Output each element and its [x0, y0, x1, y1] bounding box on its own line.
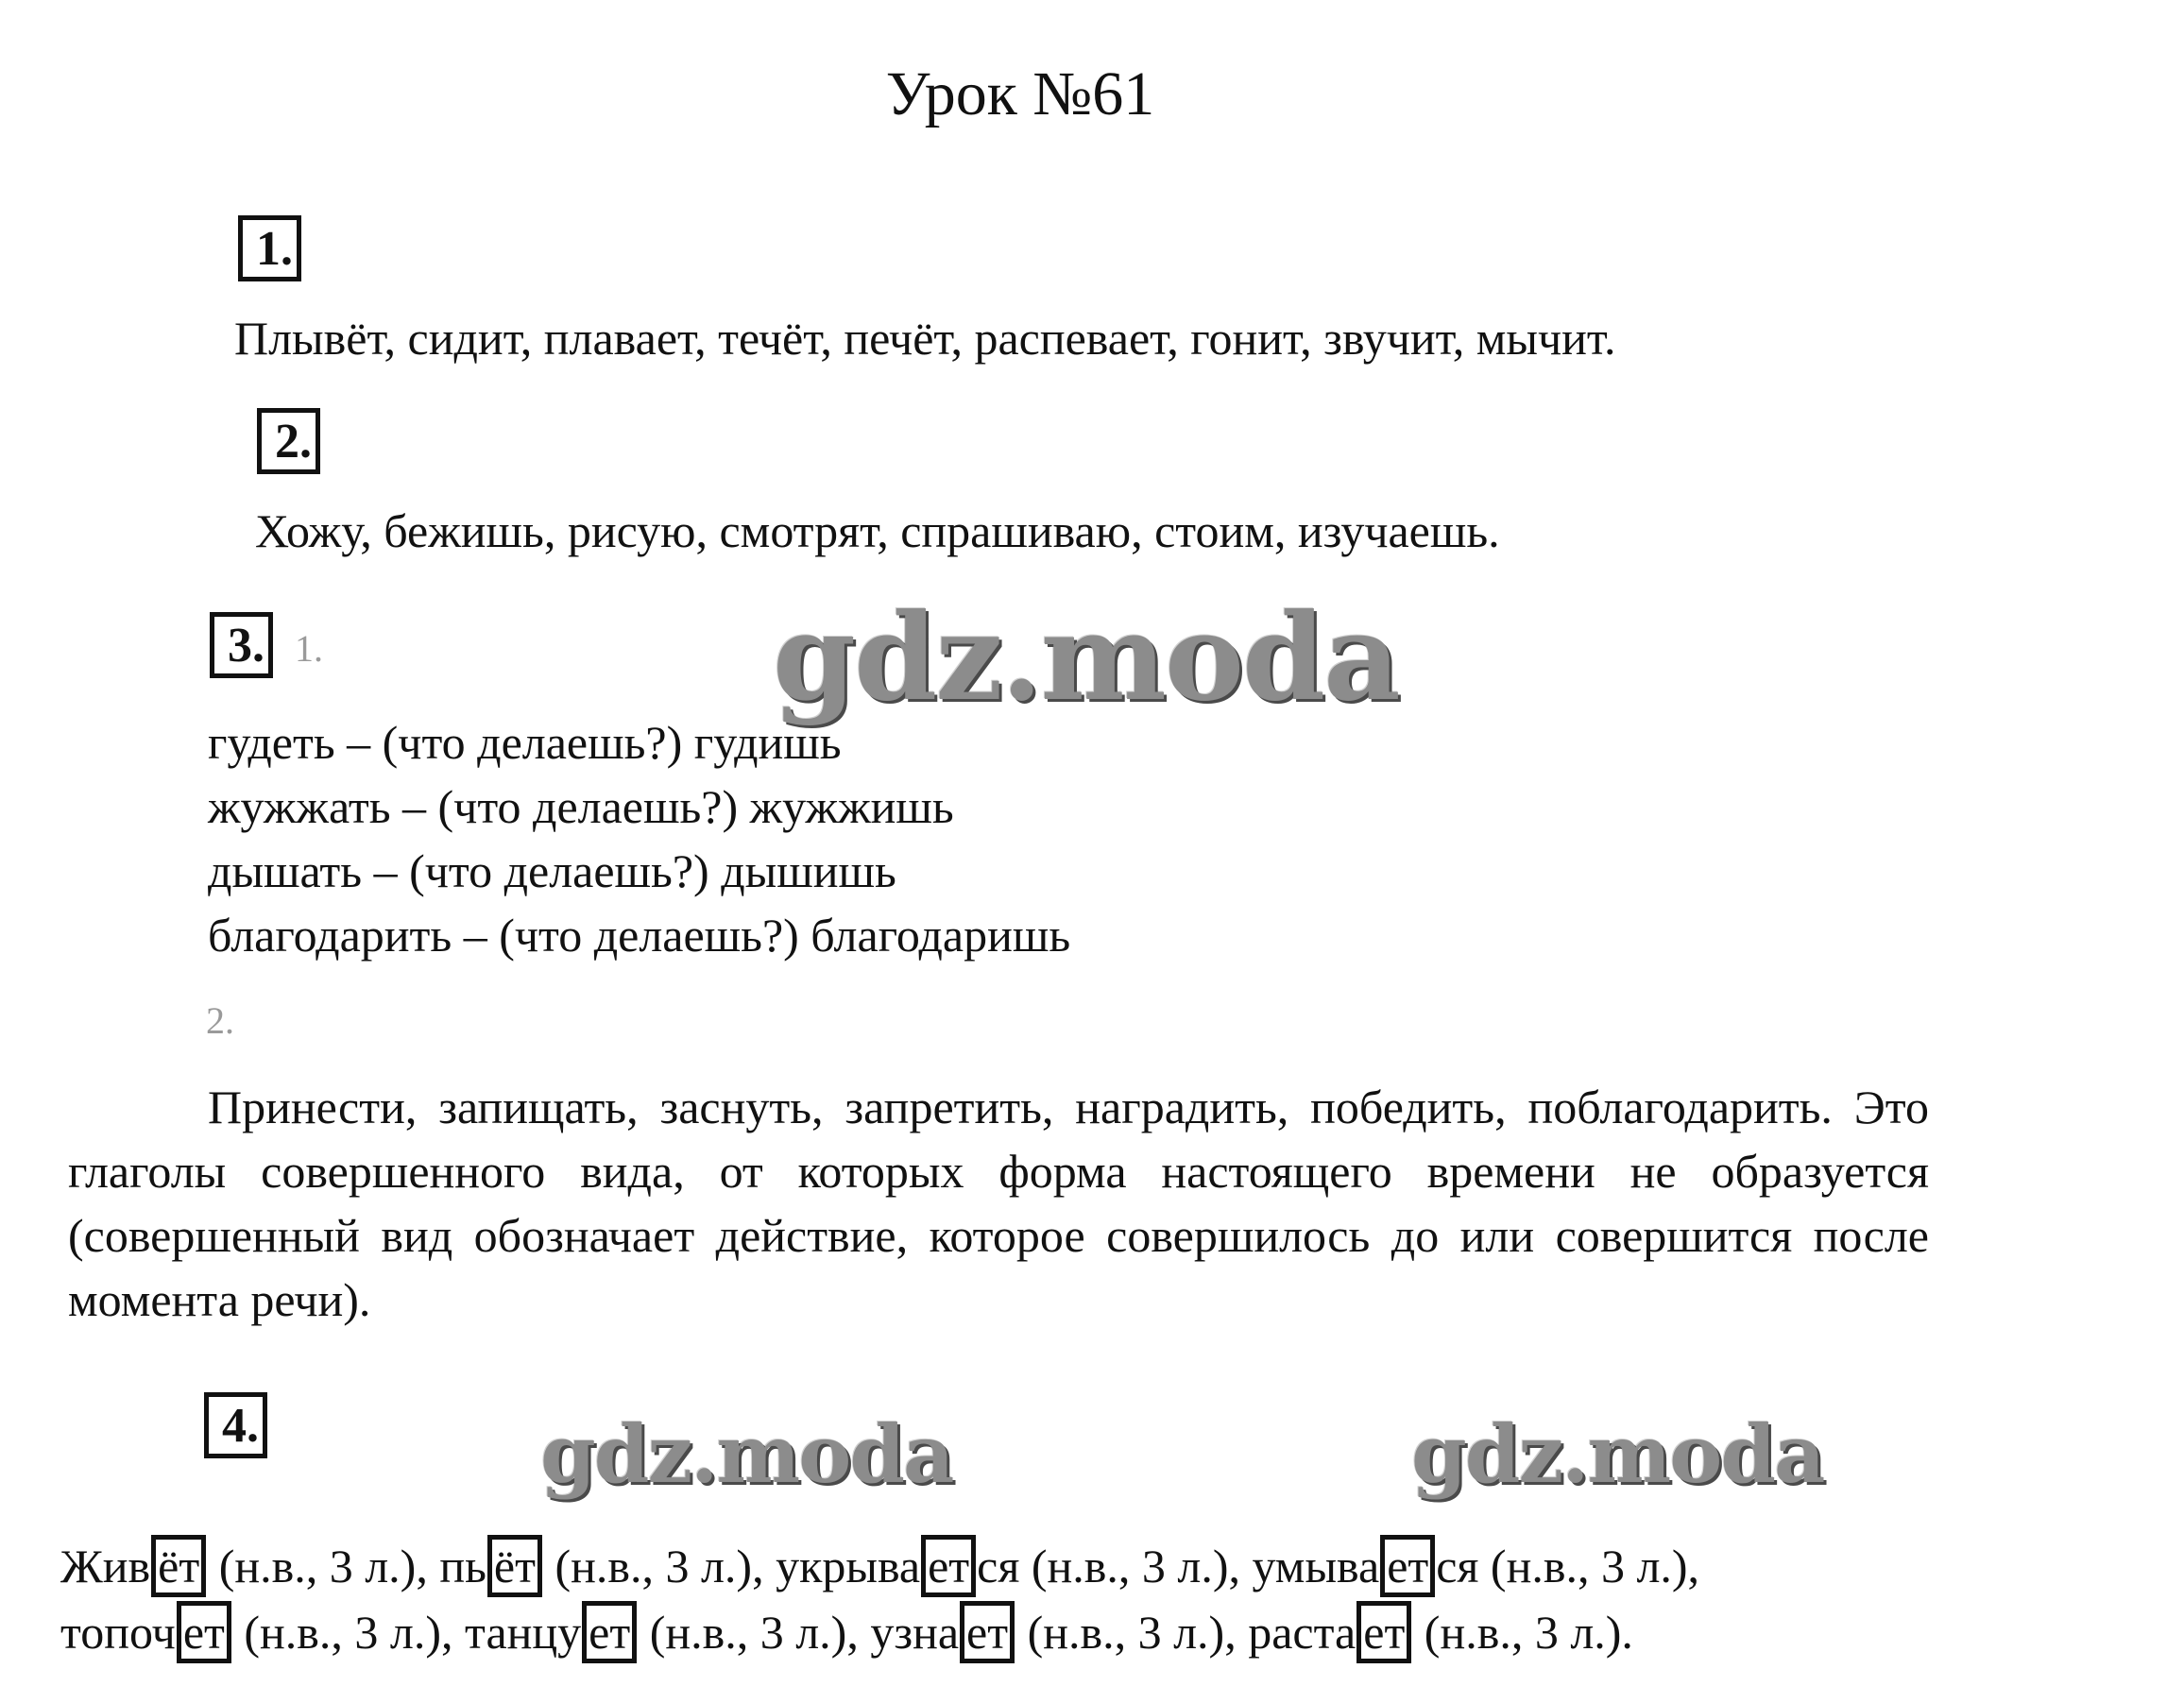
- word-stem: топоч: [60, 1606, 176, 1659]
- word-rest: ся (н.в., 3 л.),: [1436, 1540, 1700, 1592]
- watermark: gdz.moda: [773, 588, 1399, 727]
- word-rest: (н.в., 3 л.),: [542, 1540, 776, 1592]
- task-1-answer: Плывёт, сидит, плавает, течёт, печёт, распевает, гонит, звучит, мычит.: [234, 312, 1616, 365]
- task-3-number: 3.: [210, 612, 273, 678]
- word-stem: узна: [870, 1606, 960, 1659]
- word-stem: умыва: [1252, 1540, 1380, 1592]
- ending-box: ет: [582, 1601, 637, 1663]
- word-rest: (н.в., 3 л.),: [231, 1606, 465, 1659]
- task-3-part-1-label: 1.: [295, 627, 323, 670]
- task-4-number-text: 4: [222, 1399, 247, 1453]
- word-rest: (н.в., 3 л.),: [638, 1606, 871, 1659]
- word-stem: пь: [439, 1540, 486, 1592]
- task-2-number: 2.: [257, 408, 320, 474]
- watermark: gdz.moda: [540, 1407, 953, 1501]
- word-stem: раста: [1248, 1606, 1356, 1659]
- task-3-line-3: дышать – (что делаешь?) дышишь: [208, 844, 896, 897]
- word-rest: ся (н.в., 3 л.),: [977, 1540, 1253, 1592]
- task-3-line-4: благодарить – (что делаешь?) благодаришь: [208, 909, 1071, 962]
- ending-box: ёт: [151, 1535, 206, 1597]
- page-title: Урок №61: [885, 60, 1155, 128]
- ending-box: ет: [1356, 1601, 1411, 1663]
- task-1-number-text: 1: [256, 222, 281, 276]
- word-stem: танцу: [464, 1606, 582, 1659]
- ending-box: ет: [921, 1535, 976, 1597]
- word-stem: Жив: [60, 1540, 151, 1592]
- task-3-number-text: 3: [228, 619, 252, 673]
- task-2-answer: Хожу, бежишь, рисую, смотрят, спрашиваю, стоим, изучаешь.: [255, 504, 1500, 557]
- word-stem: укрыва: [776, 1540, 921, 1592]
- ending-box: ёт: [487, 1535, 542, 1597]
- ending-box: ет: [1380, 1535, 1435, 1597]
- task-3-paragraph: Принести, запищать, заснуть, запретить, наградить, победить, поблагодарить. Это глаголы совершенного вида, от которых форма настоящего времени не образуется (совершенный вид обозначает действие, которое совершилось до или совершится после момента речи).: [68, 1081, 1929, 1326]
- task-1-number: 1.: [238, 215, 301, 281]
- word-rest: (н.в., 3 л.),: [207, 1540, 440, 1592]
- task-3-part-2-label: 2.: [206, 999, 234, 1042]
- ending-box: ет: [177, 1601, 231, 1663]
- task-3-line-1: гудеть – (что делаешь?) гудишь: [208, 716, 842, 769]
- task-4-number: 4.: [204, 1392, 267, 1458]
- task-4-line-2: [60, 1604, 1633, 1660]
- task-4-line-1: [60, 1538, 1699, 1594]
- watermark: gdz.moda: [1411, 1407, 1824, 1501]
- task-3-line-2: жужжать – (что делаешь?) жужжишь: [208, 780, 954, 833]
- word-rest: (н.в., 3 л.),: [1015, 1606, 1249, 1659]
- ending-box: ет: [960, 1601, 1015, 1663]
- word-rest: (н.в., 3 л.).: [1412, 1606, 1633, 1659]
- task-2-number-text: 2: [275, 415, 299, 468]
